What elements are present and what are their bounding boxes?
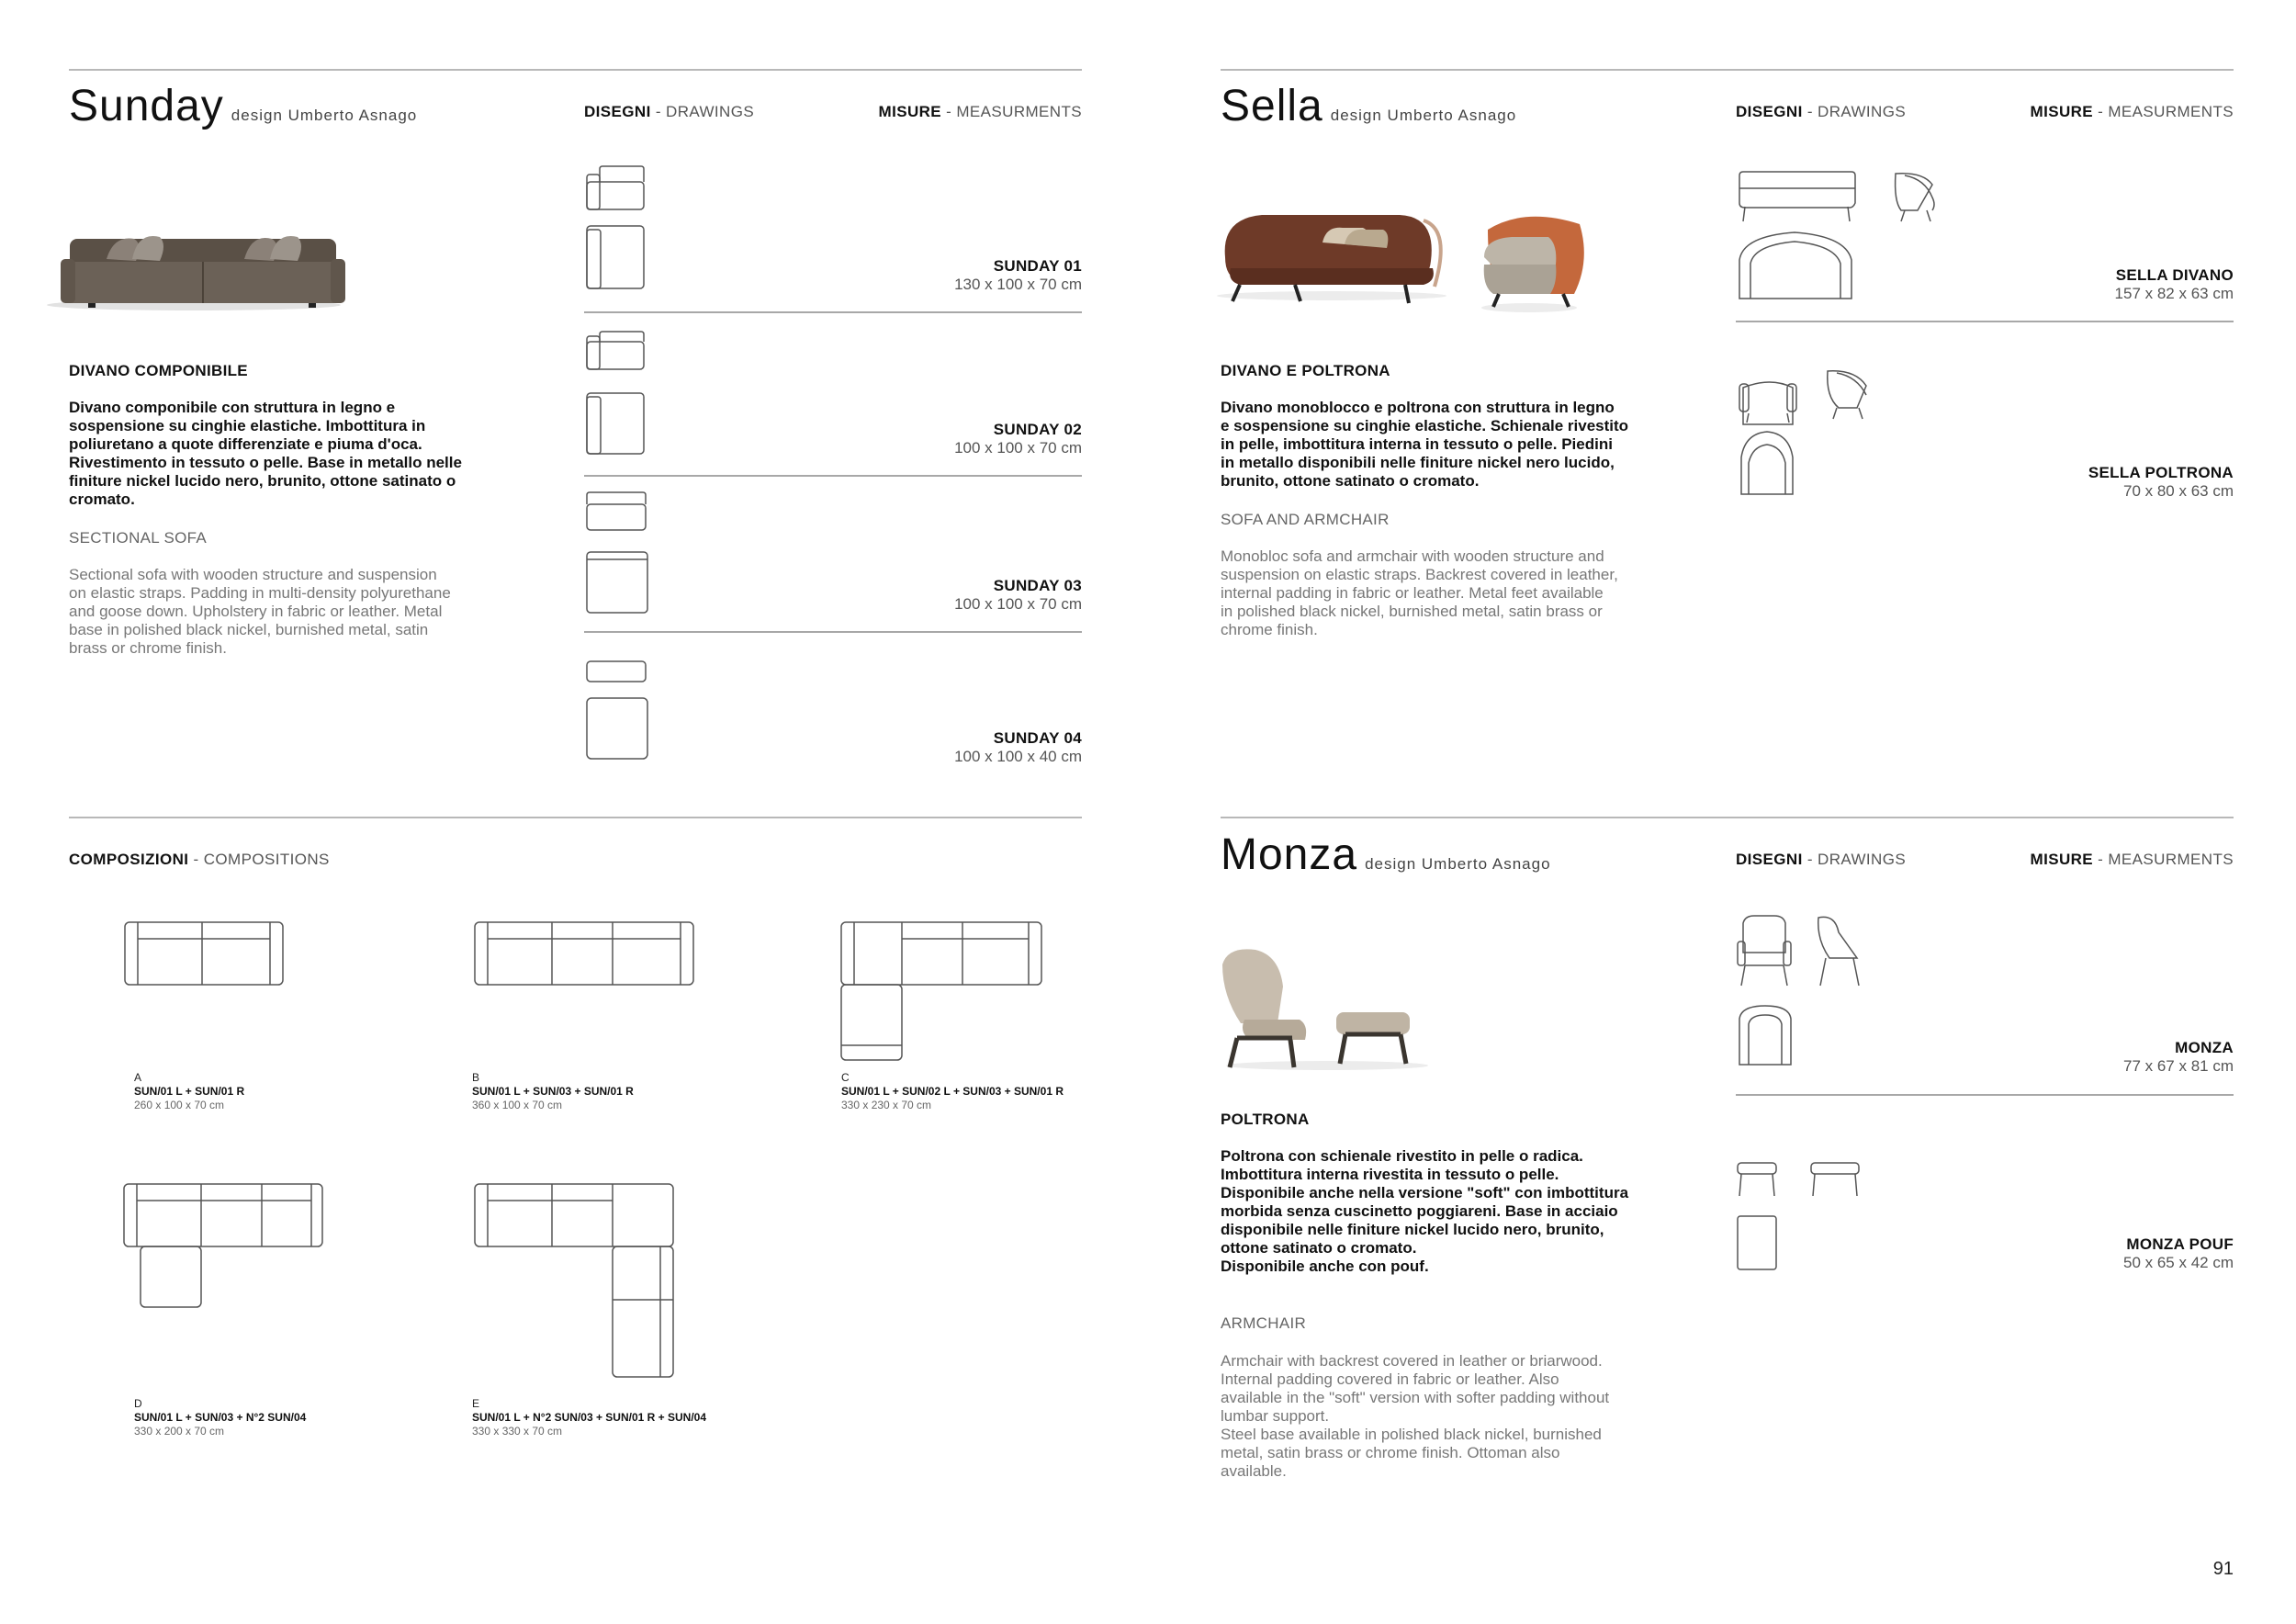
row-divider <box>584 475 1082 477</box>
composition-code: SUN/01 L + SUN/03 + N°2 SUN/04 <box>134 1411 307 1424</box>
header-separator: - <box>2093 851 2109 868</box>
sunday-01-drawing <box>584 165 676 303</box>
model-code: SUNDAY 01 <box>993 257 1082 275</box>
drawings-header <box>1736 103 1906 121</box>
top-rule <box>1221 69 2234 71</box>
model-dimensions: 100 x 100 x 40 cm <box>954 748 1082 765</box>
drawings-header-en: DRAWINGS <box>1818 851 1907 868</box>
model-code: MONZA POUF <box>2126 1235 2234 1253</box>
model-dimensions: 100 x 100 x 70 cm <box>954 439 1082 457</box>
designer-label: design Umberto Asnago <box>1330 107 1517 124</box>
composition-code: SUN/01 L + SUN/01 R <box>134 1085 245 1098</box>
drawings-header-it: DISEGNI <box>1736 103 1803 120</box>
header-separator: - <box>188 851 204 868</box>
page-number: 91 <box>2212 1559 2234 1579</box>
measurements-header <box>2031 103 2234 121</box>
description-it: Divano monoblocco e poltrona con struttura in legno e sospensione su cinghie elastiche. Schienale rivestito in pelle, imbottitura interna in tessuto o pelle. Piedini in metallo disponibili nelle finiture nickel nero lucido, brunito, ottone satinato o cromato. <box>1221 399 1629 490</box>
header-separator: - <box>650 103 667 120</box>
sella-sofa-armchair-photo <box>1212 193 1598 317</box>
product-title <box>69 81 417 131</box>
composition-letter: A <box>134 1071 142 1084</box>
measurements-header-it: MISURE <box>2030 103 2094 120</box>
product-title <box>1221 81 1516 131</box>
sunday-04-drawing <box>584 654 676 773</box>
composition-letter: C <box>841 1071 850 1084</box>
model-code: SUNDAY 04 <box>993 729 1082 747</box>
measurements-header-en: MEASURMENTS <box>2108 851 2234 868</box>
sella-divano-drawing <box>1736 170 1965 308</box>
measurements-header <box>879 103 1082 121</box>
header-separator: - <box>1802 851 1818 868</box>
compositions-header-en: COMPOSITIONS <box>203 851 330 868</box>
model-dimensions: 77 x 67 x 81 cm <box>2122 1057 2234 1075</box>
row-divider <box>1736 321 2234 322</box>
header-separator: - <box>1802 103 1818 120</box>
product-name: Sella <box>1221 82 1323 130</box>
description-it: Poltrona con schienale rivestito in pelle o radica. Imbottitura interna rivestita in tessuto o pelle. Disponibile anche nella versione "soft" con imbottitura morbida senza cuscinetto poggiareni. Base in acciaio disponibile nelle finiture nickel lucido nero, brunito, ottone satinato o cromato. Disponibile anche con pouf. <box>1221 1147 1629 1275</box>
measurements-header-en: MEASURMENTS <box>2108 103 2234 120</box>
model-dimensions: 157 x 82 x 63 cm <box>2114 285 2234 302</box>
composition-letter: D <box>134 1397 142 1410</box>
model-code: SUNDAY 03 <box>993 577 1082 594</box>
composition-code: SUN/01 L + SUN/02 L + SUN/03 + SUN/01 R <box>841 1085 1064 1098</box>
measurements-header <box>2031 851 2234 869</box>
drawings-header <box>584 103 754 121</box>
composition-code: SUN/01 L + N°2 SUN/03 + SUN/01 R + SUN/04 <box>472 1411 707 1424</box>
section-rule <box>69 817 1082 818</box>
compositions-header <box>69 851 330 869</box>
top-rule <box>69 69 1082 71</box>
designer-label: design Umberto Asnago <box>1365 855 1551 873</box>
composition-dimensions: 330 x 330 x 70 cm <box>472 1425 563 1438</box>
category-it: DIVANO COMPONIBILE <box>69 362 248 379</box>
drawings-header-en: DRAWINGS <box>666 103 755 120</box>
description-en: Monobloc sofa and armchair with wooden structure and suspension on elastic straps. Backrest covered in leather, internal padding in fabric or leather. Metal feet available in polished black nickel, burnished metal, satin brass or chrome finish. <box>1221 547 1618 638</box>
drawings-header-it: DISEGNI <box>584 103 651 120</box>
product-title <box>1221 829 1551 880</box>
row-divider <box>584 631 1082 633</box>
row-divider <box>584 311 1082 313</box>
sunday-03-drawing <box>584 491 676 620</box>
monza-armchair-pouf-photo <box>1217 946 1437 1075</box>
sella-poltrona-drawing <box>1736 366 1919 503</box>
composition-e-drawing <box>473 1180 684 1387</box>
category-en: SOFA AND ARMCHAIR <box>1221 511 1390 528</box>
model-code: SELLA DIVANO <box>2115 266 2234 284</box>
product-name: Sunday <box>69 82 224 130</box>
description-en: Armchair with backrest covered in leather or briarwood. Internal padding covered in fabric or leather. Also available in the "soft" version with softer padding without lumbar support. Steel base available in polished black nickel, burnished metal, satin brass or chrome finish. Ottoman also available. <box>1221 1352 1610 1480</box>
model-dimensions: 100 x 100 x 70 cm <box>954 595 1082 613</box>
model-code: SELLA POLTRONA <box>2088 464 2234 481</box>
composition-a-drawing <box>123 919 288 992</box>
monza-pouf-drawing <box>1736 1159 1874 1279</box>
measurements-header-en: MEASURMENTS <box>956 103 1082 120</box>
sunday-sofa-photo <box>33 211 345 312</box>
category-en: ARMCHAIR <box>1221 1314 1307 1332</box>
composition-c-drawing <box>839 919 1051 1066</box>
measurements-header-it: MISURE <box>878 103 942 120</box>
drawings-header <box>1736 851 1906 869</box>
composition-code: SUN/01 L + SUN/03 + SUN/01 R <box>472 1085 634 1098</box>
composition-letter: B <box>472 1071 480 1084</box>
header-separator: - <box>941 103 957 120</box>
drawings-header-en: DRAWINGS <box>1818 103 1907 120</box>
composition-b-drawing <box>473 919 703 992</box>
header-separator: - <box>2093 103 2109 120</box>
category-en: SECTIONAL SOFA <box>69 529 207 547</box>
drawings-header-it: DISEGNI <box>1736 851 1803 868</box>
model-dimensions: 50 x 65 x 42 cm <box>2122 1254 2234 1271</box>
measurements-header-it: MISURE <box>2030 851 2094 868</box>
composition-dimensions: 330 x 230 x 70 cm <box>841 1099 932 1111</box>
category-it: POLTRONA <box>1221 1111 1310 1128</box>
description-it: Divano componibile con struttura in legno e sospensione su cinghie elastiche. Imbottitura in poliuretano a quote differenziate e piuma d'oca. Rivestimento in tessuto o pelle. Base in metallo nelle finiture nickel lucido nero, brunito, ottone satinato o cromato. <box>69 399 462 508</box>
composition-dimensions: 330 x 200 x 70 cm <box>134 1425 225 1438</box>
composition-d-drawing <box>122 1180 333 1314</box>
row-divider <box>1736 1094 2234 1096</box>
model-code: SUNDAY 02 <box>993 421 1082 438</box>
model-code: MONZA <box>2175 1039 2234 1056</box>
composition-letter: E <box>472 1397 480 1410</box>
model-dimensions: 70 x 80 x 63 cm <box>2122 482 2234 500</box>
model-dimensions: 130 x 100 x 70 cm <box>954 276 1082 293</box>
description-en: Sectional sofa with wooden structure and suspension on elastic straps. Padding in multi-density polyurethane and goose down. Upholstery in fabric or leather. Metal base in polished black nickel, burnished metal, satin brass or chrome finish. <box>69 566 451 657</box>
product-name: Monza <box>1221 830 1358 879</box>
category-it: DIVANO E POLTRONA <box>1221 362 1390 379</box>
section-rule <box>1221 817 2234 818</box>
composition-dimensions: 260 x 100 x 70 cm <box>134 1099 225 1111</box>
designer-label: design Umberto Asnago <box>231 107 418 124</box>
composition-dimensions: 360 x 100 x 70 cm <box>472 1099 563 1111</box>
monza-drawing <box>1736 914 1901 1075</box>
sunday-02-drawing <box>584 331 676 459</box>
compositions-header-it: COMPOSIZIONI <box>69 851 189 868</box>
